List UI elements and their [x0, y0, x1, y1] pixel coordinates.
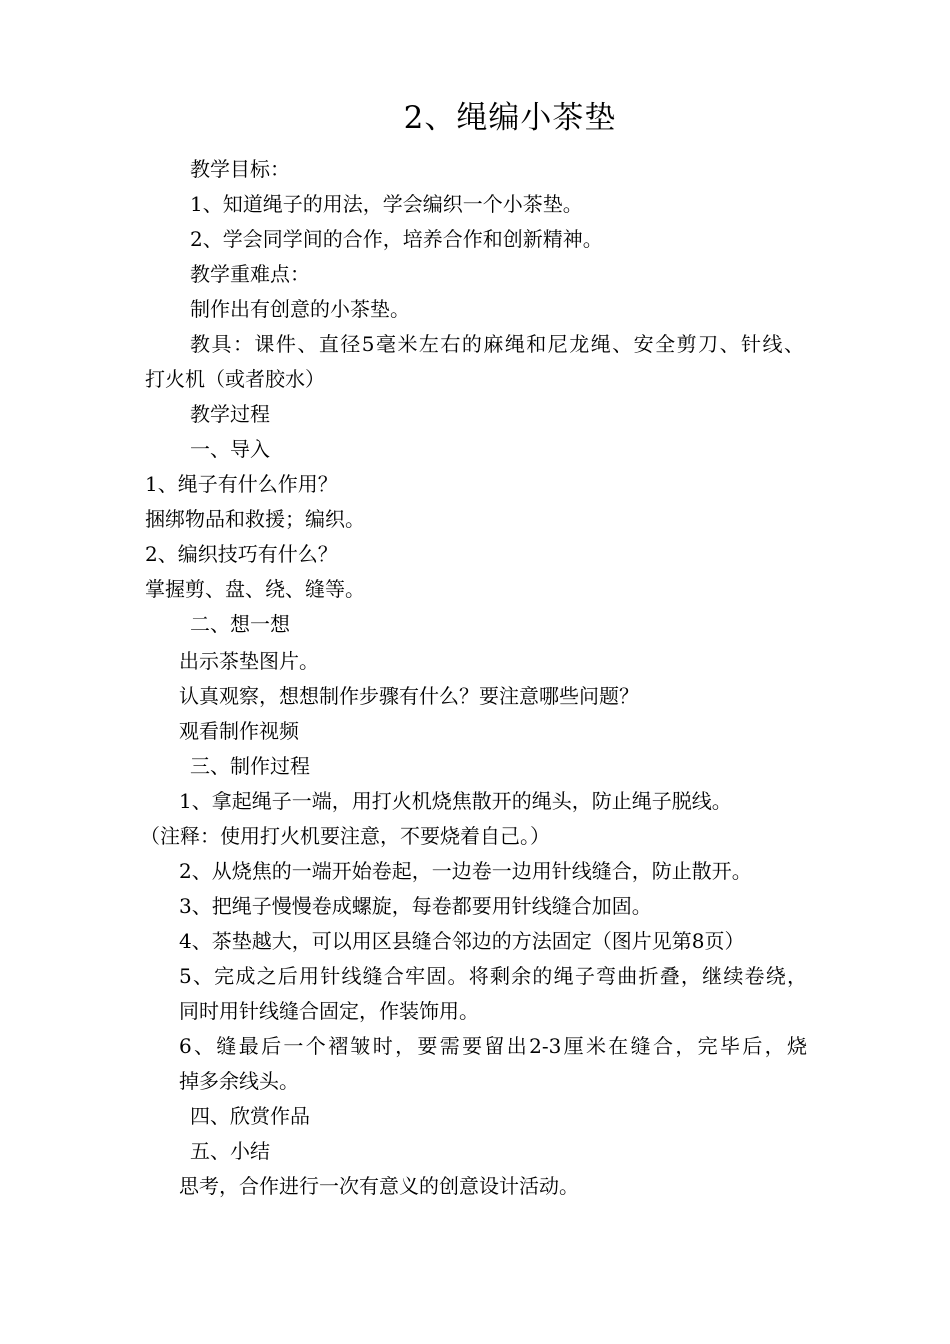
question-2: 2、编织技巧有什么？	[145, 542, 338, 566]
teaching-aids-line-2: 打火机（或者胶水）	[145, 367, 325, 391]
objective-1: 1、知道绳子的用法，学会编织一个小茶垫。	[190, 192, 583, 216]
step-4: 4、茶垫越大，可以用区县缝合邻边的方法固定（图片见第8页）	[179, 929, 745, 953]
step-2: 2、从烧焦的一端开始卷起，一边卷一边用针线缝合，防止散开。	[179, 859, 752, 883]
section-3-heading: 三、制作过程	[190, 754, 310, 778]
observe-text: 认真观察，想想制作步骤有什么？要注意哪些问题？	[179, 684, 639, 708]
teaching-aids-line-1: 教具：课件、直径5毫米左右的麻绳和尼龙绳、安全剪刀、针线、	[190, 332, 804, 356]
step-5-line-2: 同时用针线缝合固定，作装饰用。	[179, 999, 479, 1023]
section-4-heading: 四、欣赏作品	[190, 1104, 310, 1128]
section-1-heading: 一、导入	[190, 437, 270, 461]
objective-2: 2、学会同学间的合作，培养合作和创新精神。	[190, 227, 603, 251]
step-5-line-1: 5、完成之后用针线缝合牢固。将剩余的绳子弯曲折叠，继续卷绕，	[179, 964, 807, 988]
key-point-text: 制作出有创意的小茶垫。	[190, 297, 410, 321]
question-1: 1、绳子有什么作用？	[145, 472, 338, 496]
step-6-line-2: 掉多余线头。	[179, 1069, 299, 1093]
document-title: 2、绳编小茶垫	[403, 100, 617, 136]
answer-2: 掌握剪、盘、绕、缝等。	[145, 577, 365, 601]
heading-process: 教学过程	[190, 402, 270, 426]
heading-objectives: 教学目标：	[190, 157, 290, 181]
summary-text: 思考，合作进行一次有意义的创意设计活动。	[179, 1174, 579, 1198]
watch-video-text: 观看制作视频	[179, 719, 299, 743]
answer-1: 捆绑物品和救援；编织。	[145, 507, 365, 531]
step-1-note: （注释：使用打火机要注意，不要烧着自己。）	[140, 824, 550, 848]
section-5-heading: 五、小结	[190, 1139, 270, 1163]
heading-key-points: 教学重难点：	[190, 262, 310, 286]
section-2-heading: 二、想一想	[190, 612, 290, 636]
step-3: 3、把绳子慢慢卷成螺旋，每卷都要用针线缝合加固。	[179, 894, 652, 918]
step-1: 1、拿起绳子一端，用打火机烧焦散开的绳头，防止绳子脱线。	[179, 789, 732, 813]
step-6-line-1: 6、缝最后一个褶皱时，要需要留出2-3厘米在缝合，完毕后，烧	[179, 1034, 807, 1058]
show-picture-text: 出示茶垫图片。	[179, 649, 319, 673]
